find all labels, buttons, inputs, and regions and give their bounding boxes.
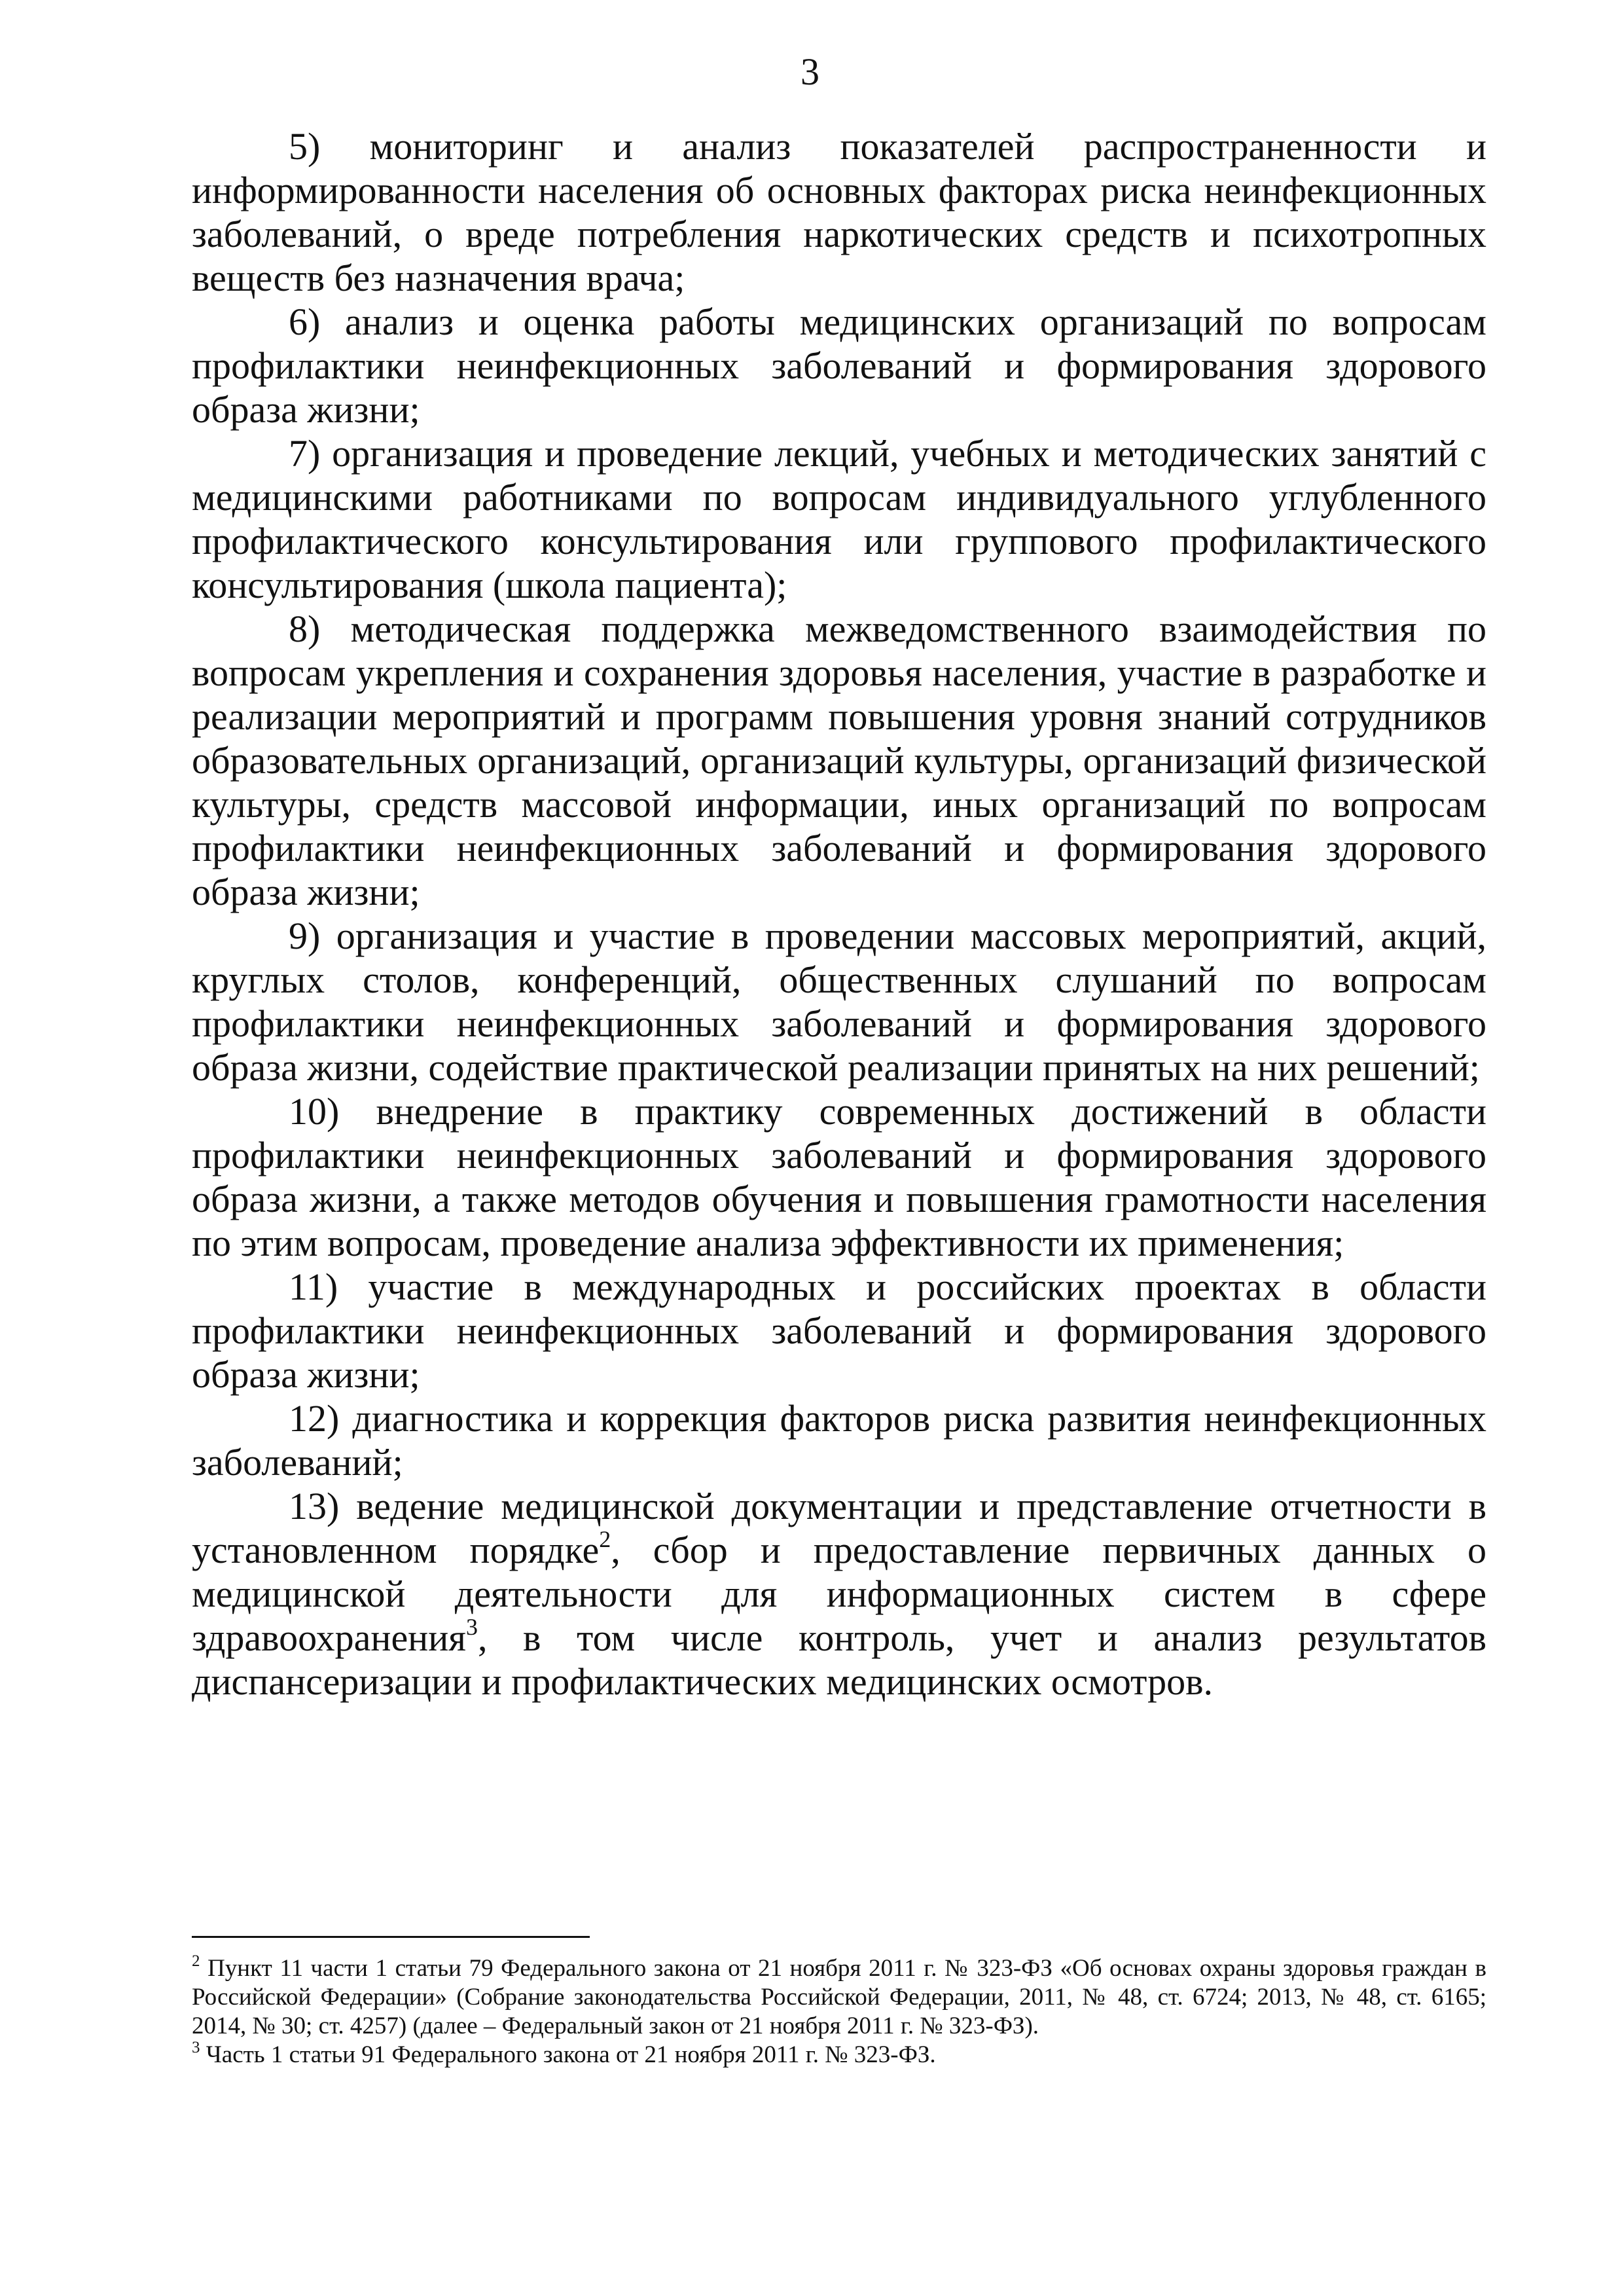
footnotes <box>192 1954 1486 2069</box>
page-number: 3 <box>801 50 819 93</box>
footnote-2 <box>192 1954 1486 2041</box>
list-item: 5) мониторинг и анализ показателей распространенности и информированности населения об основных факторах риска неинфекционных заболеваний, о вреде потребления наркотических средств и психотропных веществ без назначения врача; <box>192 125 1486 299</box>
item13-part3: , в том числе контроль, учет и анализ результатов диспансеризации и профилактических медицинских осмотров. <box>192 1616 1486 1703</box>
list-item: 12) диагностика и коррекция факторов риска развития неинфекционных заболеваний; <box>192 1397 1486 1484</box>
document-body <box>192 124 1486 1704</box>
footnote-divider <box>192 1936 590 1938</box>
list-item: 6) анализ и оценка работы медицинских организаций по вопросам профилактики неинфекционных заболеваний и формирования здорового образа жизни; <box>192 301 1486 431</box>
list-item-13 <box>192 1484 1486 1704</box>
item13-part1: 13) ведение медицинской документации и представление отчетности в установленном порядке <box>192 1485 1486 1571</box>
footnote-text: Пункт 11 части 1 статьи 79 Федерального закона от 21 ноября 2011 г. № 323-ФЗ «Об основах охраны здоровья граждан в Российской Федерации» (Собрание законодательства Российской Федерации, 2011, № 48, ст. 6724; 2013, № 48, ст. 6165; 2014, № 30; ст. 4257) (далее – Федеральный закон от 21 ноября 2011 г. № 323-ФЗ). <box>192 1955 1486 2039</box>
list-item: 9) организация и участие в проведении массовых мероприятий, акций, круглых столов, конференций, общественных слушаний по вопросам профилактики неинфекционных заболеваний и формирования здорового образа жизни, содействие практической реализации принятых на них решений; <box>192 915 1486 1089</box>
footnote-3 <box>192 2038 1486 2069</box>
list-item: 10) внедрение в практику современных достижений в области профилактики неинфекционных заболеваний и формирования здорового образа жизни, а также методов обучения и повышения грамотности населения по этим вопросам, проведение анализа эффективности их применения; <box>192 1090 1486 1264</box>
footnote-text: Часть 1 статьи 91 Федерального закона от 21 ноября 2011 г. № 323-ФЗ. <box>200 2041 936 2068</box>
list-item: 8) методическая поддержка межведомственного взаимодействия по вопросам укрепления и сохранения здоровья населения, участие в разработке и реализации мероприятий и программ повышения уровня знаний сотрудников образовательных организаций, организаций культуры, организаций физической культуры, средств массовой информации, иных организаций по вопросам профилактики неинфекционных заболеваний и формирования здорового образа жизни; <box>192 608 1486 913</box>
item13-part2: , сбор и предоставление первичных данных о медицинской деятельности для информационных систем в сфере здравоохранения <box>192 1529 1486 1659</box>
list-item: 7) организация и проведение лекций, учебных и методических занятий с медицинскими работниками по вопросам индивидуального углубленного профилактического консультирования или группового профилактического консультирования (школа пациента); <box>192 432 1486 606</box>
list-item: 11) участие в международных и российских проектах в области профилактики неинфекционных заболеваний и формирования здорового образа жизни; <box>192 1266 1486 1396</box>
footnote-ref-3[interactable]: 3 <box>465 1613 478 1640</box>
footnote-mark: 3 <box>192 2038 200 2056</box>
footnote-mark: 2 <box>192 1952 200 1970</box>
footnote-ref-2[interactable]: 2 <box>599 1525 611 1552</box>
